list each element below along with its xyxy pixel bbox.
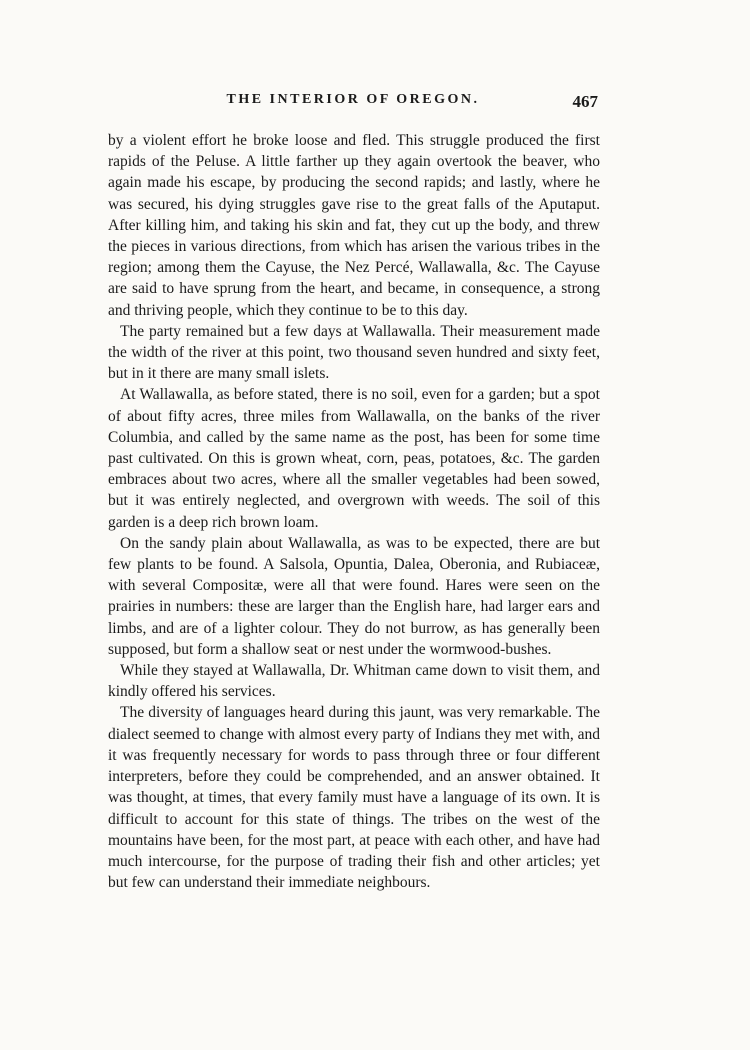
paragraph-river-measurement: The party remained but a few days at Wallawalla. Their measurement made the width of the river at this point, two thousand seven hundred and sixty feet, but in it there are many small islets. — [108, 322, 600, 383]
body-text — [108, 130, 600, 893]
running-title: THE INTERIOR OF OREGON. — [226, 92, 480, 107]
paragraph-whitman: While they stayed at Wallawalla, Dr. Whitman came down to visit them, and kindly offered his services. — [108, 662, 600, 701]
paragraph-garden: At Wallawalla, as before stated, there is no soil, even for a garden; but a spot of about fifty acres, three miles from Wallawalla, on the banks of the river Columbia, and called by the same name as the post, has been for some time past cultivated. On this is grown wheat, corn, peas, potatoes, &c. The garden embraces about two acres, where all the smaller vegetables had been sowed, but it was entirely neglected, and overgrown with weeds. The soil of this garden is a deep rich brown loam. — [108, 386, 600, 531]
paragraph-languages: The diversity of languages heard during this jaunt, was very remarkable. The dialect seemed to change with almost every party of Indians they met with, and it was frequently necessary for words to pass through three or four different interpreters, before they could be comprehended, and an answer obtained. It was thought, at times, that every family must have a language of its own. It is difficult to account for this state of things. The tribes on the west of the mountains have been, for the most part, at peace with each other, and have had much intercourse, for the purpose of trading their fish and other articles; yet but few can understand their immediate neighbours. — [108, 704, 600, 892]
paragraph-plants-hares: On the sandy plain about Wallawalla, as was to be expected, there are but few plants to be found. A Salsola, Opuntia, Dalea, Oberonia, and Rubiaceæ, with several Compositæ, were all that were found. Hares were seen on the prairies in numbers: these are larger than the English hare, had larger ears and limbs, and are of a lighter colour. They do not burrow, as has generally been supposed, but form a shallow seat or nest under the wormwood-bushes. — [108, 534, 600, 658]
page-header — [108, 92, 598, 120]
paragraph-continuation: by a violent effort he broke loose and fled. This struggle produced the first rapids of the Peluse. A little farther up they again overtook the beaver, who again made his escape, by producing the second rapids; and lastly, where he was secured, his dying struggles gave rise to the great falls of the Aputaput. After killing him, and taking his skin and fat, they cut up the body, and threw the pieces in various directions, from which has arisen the various tribes in the region; among them the Cayuse, the Nez Percé, Wallawalla, &c. The Cayuse are said to have sprung from the heart, and became, in consequence, a strong and thriving people, which they continue to be to this day. — [108, 132, 600, 319]
page-number: 467 — [572, 92, 598, 111]
